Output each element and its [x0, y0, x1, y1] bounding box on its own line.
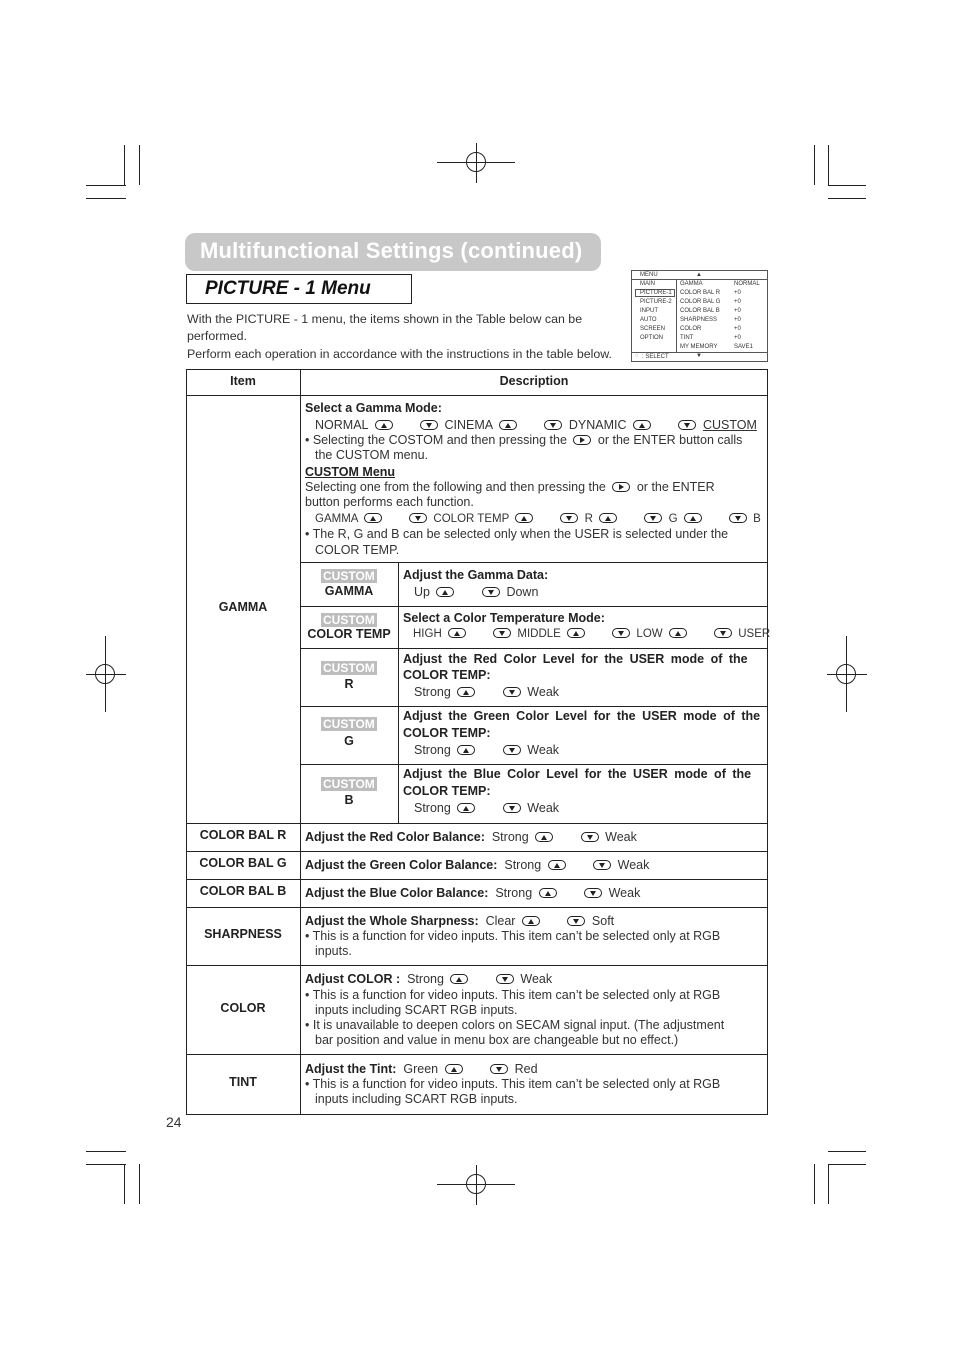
up-arrow-icon — [522, 916, 540, 926]
up-arrow-icon — [499, 420, 517, 430]
up-label: Clear — [485, 914, 516, 928]
desc-title: Adjust the Tint: — [305, 1062, 397, 1076]
sub-gamma-title: Adjust the Gamma Data: — [403, 568, 549, 582]
sub-item-color-temp: COLOR TEMP — [307, 627, 391, 641]
table-divider — [186, 851, 768, 852]
gamma-note-1c: the CUSTOM menu. — [315, 448, 429, 462]
desc-text: or the ENTER — [636, 480, 715, 494]
osd-right-item: +0 — [734, 308, 741, 314]
sub-gamma-controls — [414, 585, 538, 601]
sub-g-title-1: Adjust the Green Color Level for the USER mode of the — [403, 709, 761, 723]
osd-mid-item: COLOR BAL R — [680, 290, 721, 296]
mode-high: HIGH — [413, 628, 442, 640]
sub-g-controls — [414, 743, 559, 759]
desc-title: Adjust the Blue Color Balance: — [305, 886, 489, 900]
crop-mark — [86, 185, 126, 186]
down-label: Weak — [527, 801, 560, 815]
up-arrow-icon — [684, 513, 702, 523]
down-arrow-icon — [503, 745, 521, 755]
down-arrow-icon — [581, 832, 599, 842]
page-title: Multifunctional Settings (continued) — [200, 238, 583, 263]
osd-menu-thumbnail — [631, 270, 768, 362]
color-note-4: bar position and value in menu box are changeable but no effect.) — [315, 1033, 679, 1047]
up-label: Strong — [414, 743, 451, 757]
mode-custom: CUSTOM — [702, 418, 757, 432]
osd-left-item: AUTO — [640, 317, 657, 323]
sharpness-note-1: • This is a function for video inputs. This item can’t be selected only at RGB — [305, 929, 721, 943]
crop-mark — [828, 198, 866, 199]
crop-mark — [828, 145, 829, 185]
osd-mid-item: SHARPNESS — [680, 317, 718, 323]
sub-color-temp-title: Select a Color Temperature Mode: — [403, 611, 605, 625]
down-arrow-icon — [490, 1064, 508, 1074]
item-gamma: GAMMA — [218, 600, 268, 614]
down-label: Down — [506, 585, 539, 599]
tint-desc — [305, 1062, 538, 1078]
table-divider — [186, 907, 768, 908]
gamma-select-title: Select a Gamma Mode: — [305, 401, 442, 415]
table-divider — [186, 395, 768, 396]
custom-items — [315, 512, 761, 528]
osd-left-item: PICTURE-1 — [640, 290, 672, 296]
sub-b-controls — [414, 801, 559, 817]
crop-mark — [814, 1164, 815, 1204]
mode-middle: MIDDLE — [517, 628, 561, 640]
down-arrow-icon — [612, 628, 630, 638]
up-label: Strong — [414, 801, 451, 815]
table-divider — [186, 1054, 768, 1055]
custom-desc-1 — [305, 480, 715, 496]
down-label: Weak — [605, 830, 637, 844]
intro-line-2: performed. — [187, 329, 247, 343]
table-divider — [300, 648, 768, 649]
osd-left-item: INPUT — [640, 308, 658, 314]
custom-item-b: B — [753, 513, 761, 525]
desc-title: Adjust COLOR : — [305, 972, 401, 986]
intro-line-1: With the PICTURE - 1 menu, the items shown in the Table below can be — [187, 312, 583, 326]
sub-b-title-2: COLOR TEMP: — [403, 784, 491, 798]
custom-item-color-temp: COLOR TEMP — [433, 513, 510, 525]
sub-g-title-2: COLOR TEMP: — [403, 726, 491, 740]
osd-left-item: OPTION — [640, 335, 664, 341]
gamma-note-2a: • The R, G and B can be selected only when the USER is selected under the — [305, 527, 729, 541]
down-label: Weak — [608, 886, 641, 900]
sub-r-title-1: Adjust the Red Color Level for the USER mode of the — [403, 652, 748, 666]
table-divider — [186, 823, 768, 824]
osd-right-item: +0 — [734, 326, 741, 332]
mode-low: LOW — [636, 628, 663, 640]
table-divider — [300, 606, 768, 607]
osd-mid-item: COLOR BAL B — [680, 308, 720, 314]
crop-mark — [139, 145, 140, 185]
item-tint: TINT — [229, 1075, 257, 1089]
osd-select-icon: ◌ — [635, 353, 639, 359]
color-note-3: • It is unavailable to deepen colors on SECAM signal input. (The adjustment — [305, 1018, 725, 1032]
mode-normal: NORMAL — [315, 418, 369, 432]
registration-circle — [95, 664, 115, 684]
mode-user: USER — [738, 628, 771, 640]
color-note-2: inputs including SCART RGB inputs. — [315, 1003, 518, 1017]
custom-tag: CUSTOM — [323, 613, 375, 627]
section-title: PICTURE - 1 Menu — [205, 278, 371, 299]
crop-mark — [828, 1151, 866, 1152]
registration-circle — [836, 664, 856, 684]
gamma-note-2b: COLOR TEMP. — [315, 543, 400, 557]
up-arrow-icon — [445, 1064, 463, 1074]
mode-cinema: CINEMA — [444, 418, 493, 432]
up-arrow-icon — [457, 687, 475, 697]
osd-footer: : SELECT — [642, 354, 669, 360]
table-divider — [300, 562, 768, 563]
desc-text: Selecting one from the following and then pressing the — [305, 480, 606, 494]
down-arrow-icon — [420, 420, 438, 430]
custom-item-r: R — [584, 513, 593, 525]
down-label: Weak — [527, 743, 560, 757]
up-label: Strong — [407, 972, 444, 986]
desc-title: Adjust the Green Color Balance: — [305, 858, 498, 872]
custom-item-gamma: GAMMA — [315, 513, 358, 525]
osd-mid-item: TINT — [680, 335, 694, 341]
registration-circle — [466, 152, 486, 172]
osd-right-item: NORMAL — [734, 281, 760, 287]
sub-color-temp-modes — [413, 627, 770, 643]
crop-mark — [86, 1164, 126, 1165]
down-arrow-icon — [644, 513, 662, 523]
crop-mark — [124, 1164, 125, 1204]
osd-right-item: +0 — [734, 299, 741, 305]
item-color-bal-r: COLOR BAL R — [199, 828, 287, 842]
note-text: • Selecting the COSTOM and then pressing the — [305, 433, 567, 447]
custom-menu-title: CUSTOM Menu — [305, 465, 396, 479]
sharpness-note-2: inputs. — [315, 944, 352, 958]
down-label: Weak — [617, 858, 650, 872]
down-label: Weak — [520, 972, 553, 986]
osd-left-item: SCREEN — [640, 326, 666, 332]
osd-mid-item: MY MEMORY — [680, 344, 718, 350]
crop-mark — [86, 1151, 126, 1152]
down-arrow-icon — [503, 803, 521, 813]
up-arrow-icon — [436, 587, 454, 597]
down-arrow-icon — [714, 628, 732, 638]
page-number: 24 — [166, 1114, 182, 1130]
table-divider — [300, 706, 768, 707]
up-arrow-icon — [457, 745, 475, 755]
crop-mark — [139, 1164, 140, 1204]
up-arrow-icon — [633, 420, 651, 430]
sub-r-title-2: COLOR TEMP: — [403, 668, 491, 682]
color-desc — [305, 972, 552, 988]
header-description: Description — [499, 374, 569, 388]
tint-note-1: • This is a function for video inputs. This item can’t be selected only at RGB — [305, 1077, 721, 1091]
osd-mid-item: COLOR BAL G — [680, 299, 721, 305]
custom-tag: CUSTOM — [323, 661, 375, 675]
up-label: Strong — [414, 685, 451, 699]
sub-r-controls — [414, 685, 559, 701]
up-arrow-icon — [457, 803, 475, 813]
tint-note-2: inputs including SCART RGB inputs. — [315, 1092, 518, 1106]
osd-mid-item: GAMMA — [680, 281, 703, 287]
gamma-note-1 — [305, 433, 742, 449]
up-arrow-icon — [375, 420, 393, 430]
intro-line-3: Perform each operation in accordance with the instructions in the table below. — [187, 347, 612, 361]
desc-title: Adjust the Whole Sharpness: — [305, 914, 479, 928]
item-sharpness: SHARPNESS — [204, 927, 282, 941]
crop-mark — [828, 185, 866, 186]
up-arrow-icon — [535, 832, 553, 842]
note-text: or the ENTER button calls — [597, 433, 743, 447]
custom-item-g: G — [668, 513, 678, 525]
up-arrow-icon — [548, 860, 566, 870]
table-divider — [186, 879, 768, 880]
down-arrow-icon — [567, 916, 585, 926]
osd-left-item: PICTURE-2 — [640, 299, 672, 305]
down-arrow-icon — [584, 888, 602, 898]
table-divider — [186, 965, 768, 966]
up-label: Up — [414, 585, 430, 599]
color-bal-b-desc — [305, 886, 640, 902]
down-arrow-icon — [503, 687, 521, 697]
header-item: Item — [230, 374, 256, 388]
registration-circle — [466, 1174, 486, 1194]
color-note-1: • This is a function for video inputs. This item can’t be selected only at RGB — [305, 988, 721, 1002]
down-label: Weak — [527, 685, 560, 699]
color-bal-g-desc — [305, 858, 649, 874]
custom-desc-2: button performs each function. — [305, 495, 474, 509]
down-arrow-icon — [729, 513, 747, 523]
up-arrow-icon — [448, 628, 466, 638]
up-arrow-icon — [669, 628, 687, 638]
down-arrow-icon — [593, 860, 611, 870]
right-arrow-icon — [573, 435, 591, 445]
down-label: Red — [514, 1062, 538, 1076]
sub-item-b: B — [344, 793, 354, 807]
up-arrow-icon — [450, 974, 468, 984]
sharpness-desc — [305, 914, 614, 930]
color-bal-r-desc — [305, 830, 637, 846]
sub-b-title-1: Adjust the Blue Color Level for the USER mode of the — [403, 767, 752, 781]
desc-title: Adjust the Red Color Balance: — [305, 830, 485, 844]
osd-left-item: MAIN — [640, 281, 655, 287]
sub-item-r: R — [344, 677, 354, 691]
osd-right-item: +0 — [734, 290, 741, 296]
table-divider — [300, 764, 768, 765]
crop-mark — [86, 198, 126, 199]
up-label: Strong — [504, 858, 542, 872]
down-arrow-icon — [409, 513, 427, 523]
osd-right-item: +0 — [734, 317, 741, 323]
osd-header: MENU — [640, 272, 658, 278]
osd-right-item: +0 — [734, 335, 741, 341]
sub-item-g: G — [344, 734, 354, 748]
up-arrow-icon — [364, 513, 382, 523]
custom-tag: CUSTOM — [323, 569, 375, 583]
custom-tag: CUSTOM — [323, 717, 375, 731]
osd-right-item: SAVE1 — [734, 344, 753, 350]
osd-mid-item: COLOR — [680, 326, 702, 332]
up-label: Strong — [491, 830, 529, 844]
down-label: Soft — [591, 914, 615, 928]
down-arrow-icon — [544, 420, 562, 430]
up-arrow-icon — [567, 628, 585, 638]
up-arrow-icon — [515, 513, 533, 523]
osd-scroll-down-icon: ▼ — [696, 353, 702, 359]
crop-mark — [814, 145, 815, 185]
item-color-bal-g: COLOR BAL G — [199, 856, 287, 870]
table-divider — [398, 562, 399, 823]
item-color-bal-b: COLOR BAL B — [199, 884, 287, 898]
crop-mark — [828, 1164, 866, 1165]
right-arrow-icon — [612, 482, 630, 492]
up-label: Green — [403, 1062, 439, 1076]
mode-dynamic: DYNAMIC — [568, 418, 627, 432]
gamma-modes — [315, 418, 757, 434]
up-label: Strong — [495, 886, 533, 900]
down-arrow-icon — [482, 587, 500, 597]
sub-item-gamma: GAMMA — [324, 584, 374, 598]
down-arrow-icon — [493, 628, 511, 638]
crop-mark — [828, 1164, 829, 1204]
item-color: COLOR — [220, 1001, 266, 1015]
up-arrow-icon — [539, 888, 557, 898]
crop-mark — [124, 145, 125, 185]
osd-scroll-up-icon: ▲ — [696, 272, 702, 278]
down-arrow-icon — [560, 513, 578, 523]
up-arrow-icon — [599, 513, 617, 523]
down-arrow-icon — [496, 974, 514, 984]
custom-tag: CUSTOM — [323, 777, 375, 791]
down-arrow-icon — [678, 420, 696, 430]
